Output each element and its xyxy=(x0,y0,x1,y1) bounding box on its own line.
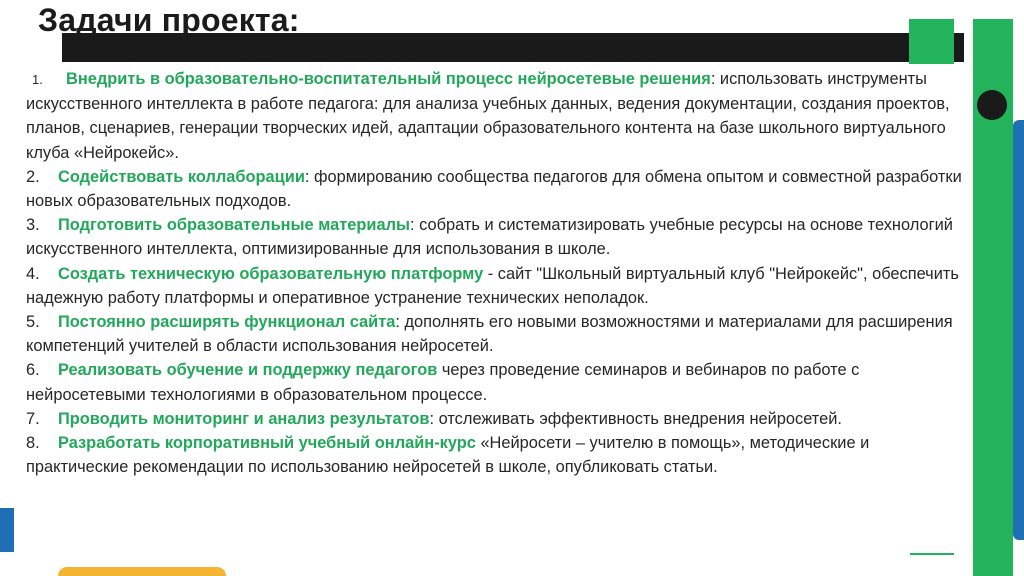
task-highlight: Создать техническую образовательную платформу xyxy=(58,264,484,283)
task-text: : собрать и систематизировать учебные ресурсы на основе технологий искусственного интеллекта, оптимизированные для использования в школе. xyxy=(26,216,953,259)
task-text: «Нейросети – учителю в помощь», методические и практические рекомендации по использованию нейросетей в школе, опубликовать статьи. xyxy=(26,434,870,477)
task-item-6 xyxy=(26,358,966,406)
task-text: : дополнять его новыми возможностями и материалами для расширения компетенций учителей в области использования нейросетей. xyxy=(26,313,953,356)
task-number: 5. xyxy=(26,313,40,332)
blue-side-decoration xyxy=(0,508,14,552)
task-highlight: Подготовить образовательные материалы xyxy=(58,216,410,235)
task-highlight: Проводить мониторинг и анализ результатов xyxy=(58,409,430,428)
task-item-2 xyxy=(26,165,966,213)
task-highlight: Постоянно расширять функционал сайта xyxy=(58,313,396,332)
task-number: 8. xyxy=(26,434,40,453)
green-square-decoration xyxy=(909,19,954,64)
task-text: через проведение семинаров и вебинаров по работе с нейросетевыми технологиями в образовательном процессе. xyxy=(26,361,860,404)
orange-bar-decoration xyxy=(58,567,226,576)
dark-circle-decoration xyxy=(977,90,1007,120)
task-highlight: Разработать корпоративный учебный онлайн-курс xyxy=(58,434,476,453)
task-text: : формированию сообщества педагогов для обмена опытом и совместной разработки новых образовательных подходов. xyxy=(26,167,962,211)
task-number: 4. xyxy=(26,264,40,283)
task-highlight: Внедрить в образовательно-воспитательный процесс нейросетевые решения xyxy=(66,70,711,88)
task-text: - сайт "Школьный виртуальный клуб "Нейрокейс", обеспечить надежную работу платформы и оперативное устранение технических неполадок. xyxy=(26,264,959,307)
task-list xyxy=(26,67,966,479)
task-number: 7. xyxy=(26,409,40,428)
task-item-1 xyxy=(26,67,966,165)
task-highlight: Реализовать обучение и поддержку педагогов xyxy=(58,361,438,380)
task-item-3 xyxy=(26,213,966,261)
task-item-5 xyxy=(26,310,966,358)
task-item-8 xyxy=(26,431,966,479)
task-number: 1. xyxy=(32,72,43,87)
task-text: : использовать инструменты искусственного интеллекта в работе педагога: для анализа учебных данных, ведения документации, создания проектов, планов, сценариев, генерации творческих идей, адаптации образовательного контента на базе школьного виртуального клуба «Нейрокейс». xyxy=(26,70,950,162)
green-line-decoration xyxy=(910,553,954,555)
task-item-7 xyxy=(26,407,966,431)
blue-arc-decoration xyxy=(1013,0,1024,576)
task-item-4 xyxy=(26,262,966,310)
task-highlight: Содействовать коллаборации xyxy=(58,167,305,186)
slide-title: Задачи проекта: xyxy=(38,2,300,38)
task-number: 3. xyxy=(26,216,40,235)
task-number: 2. xyxy=(26,167,40,186)
task-text: : отслеживать эффективность внедрения нейросетей. xyxy=(429,409,842,428)
task-number: 6. xyxy=(26,361,40,380)
